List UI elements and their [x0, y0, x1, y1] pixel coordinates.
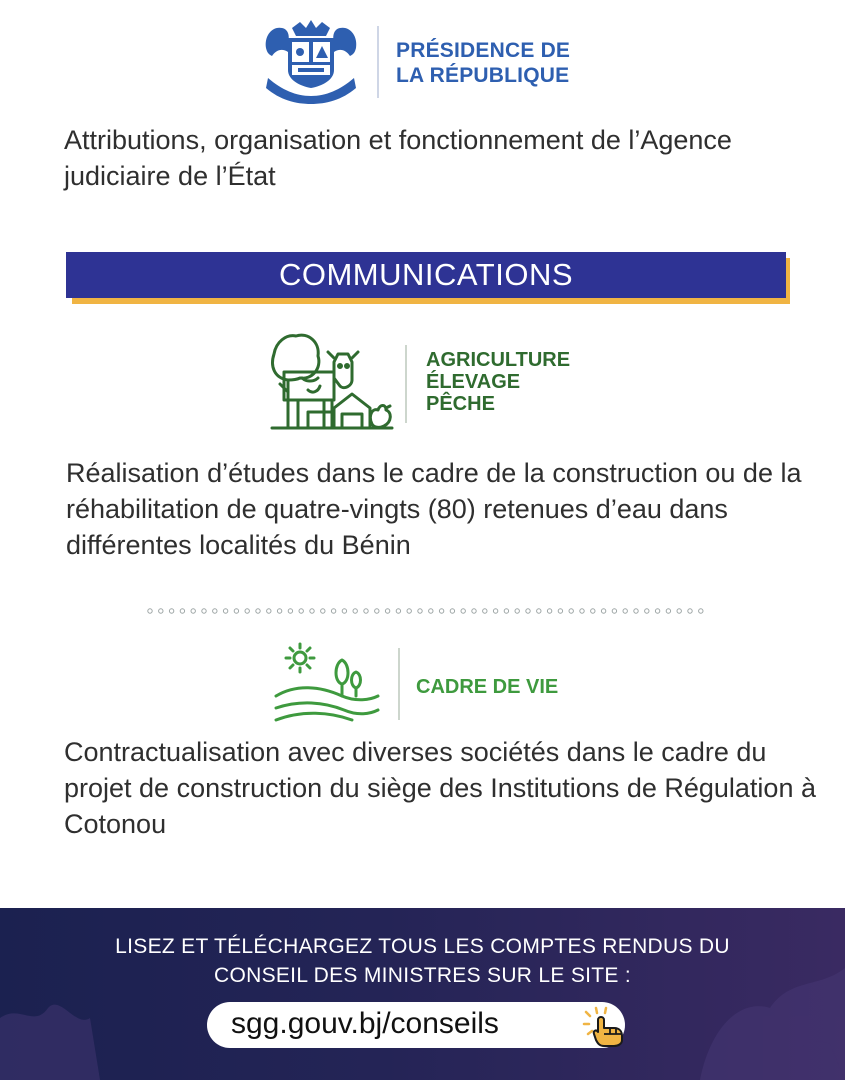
separator-dot: [612, 609, 616, 613]
separator-dot: [245, 609, 249, 613]
separator-dot: [234, 609, 238, 613]
separator-dot: [202, 609, 206, 613]
cadre-de-vie-body: Contractualisation avec diverses sociétés dans le cadre du projet de construction du siège des Institutions de Régulation à Cotonou: [64, 737, 816, 839]
website-url[interactable]: sgg.gouv.bj/conseils: [231, 1007, 499, 1040]
agri-divider: [405, 345, 407, 423]
separator-dot: [180, 609, 184, 613]
agriculture-label: [426, 349, 570, 415]
separator-dot: [601, 609, 605, 613]
separator-dot: [429, 609, 433, 613]
header: [262, 14, 602, 106]
separator-dot: [634, 609, 638, 613]
separator-dot: [288, 609, 292, 613]
header-title: [396, 38, 570, 88]
separator-dot: [310, 609, 314, 613]
separator-dot: [699, 609, 703, 613]
separator-dot: [342, 609, 346, 613]
agriculture-label-line1: AGRICULTURE: [426, 349, 571, 371]
separator-dot: [547, 609, 551, 613]
separator-dot: [472, 609, 476, 613]
separator-dot: [504, 609, 508, 613]
farm-icon: [268, 328, 396, 432]
landscape-icon: [272, 640, 382, 724]
dotted-separator: [146, 607, 706, 615]
footer-text-line1: LISEZ ET TÉLÉCHARGEZ TOUS LES COMPTES RENDUS DU: [115, 935, 730, 958]
cadre-divider: [398, 648, 400, 720]
cadre-de-vie-label: CADRE DE VIE: [416, 676, 559, 698]
separator-dot: [688, 609, 692, 613]
separator-dot: [169, 609, 173, 613]
separator-dot: [558, 609, 562, 613]
separator-dot: [483, 609, 487, 613]
separator-dot: [450, 609, 454, 613]
separator-dot: [666, 609, 670, 613]
separator-dot: [385, 609, 389, 613]
separator-dot: [159, 609, 163, 613]
separator-dot: [515, 609, 519, 613]
separator-dot: [418, 609, 422, 613]
footer: [0, 908, 845, 1080]
agriculture-label-line2: ÉLEVAGE: [426, 371, 521, 393]
banner-label: COMMUNICATIONS: [278, 257, 574, 292]
separator-dot: [331, 609, 335, 613]
separator-dot: [353, 609, 357, 613]
separator-dot: [191, 609, 195, 613]
intro-text: Attributions, organisation et fonctionnement de l’Agence judiciaire de l’État: [64, 125, 732, 191]
separator-dot: [407, 609, 411, 613]
separator-dot: [526, 609, 530, 613]
separator-dot: [223, 609, 227, 613]
separator-dot: [213, 609, 217, 613]
header-title-line2: LA RÉPUBLIQUE: [396, 64, 570, 87]
separator-dot: [396, 609, 400, 613]
separator-dot: [277, 609, 281, 613]
agriculture-label-line3: PÊCHE: [426, 393, 495, 415]
separator-dot: [580, 609, 584, 613]
separator-dot: [655, 609, 659, 613]
header-divider: [377, 26, 379, 98]
separator-dot: [321, 609, 325, 613]
separator-dot: [256, 609, 260, 613]
website-link[interactable]: [207, 1002, 625, 1048]
separator-dot: [537, 609, 541, 613]
footer-text: [0, 932, 845, 990]
separator-dot: [299, 609, 303, 613]
hand-pointer-icon: [580, 1004, 630, 1048]
separator-dot: [148, 609, 152, 613]
separator-dot: [461, 609, 465, 613]
separator-dot: [569, 609, 573, 613]
separator-dot: [493, 609, 497, 613]
separator-dot: [623, 609, 627, 613]
separator-dot: [591, 609, 595, 613]
separator-dot: [267, 609, 271, 613]
header-title-line1: PRÉSIDENCE DE: [396, 39, 571, 62]
separator-dot: [364, 609, 368, 613]
agriculture-body: Réalisation d’études dans le cadre de la construction ou de la réhabilitation de quatre-vingts (80) retenues d’eau dans différentes localités du Bénin: [66, 458, 802, 560]
separator-dot: [677, 609, 681, 613]
footer-text-line2: CONSEIL DES MINISTRES SUR LE SITE :: [214, 964, 631, 987]
separator-dot: [645, 609, 649, 613]
section-banner: [66, 252, 786, 298]
coat-of-arms-icon: [262, 18, 360, 104]
separator-dot: [375, 609, 379, 613]
separator-dot: [439, 609, 443, 613]
